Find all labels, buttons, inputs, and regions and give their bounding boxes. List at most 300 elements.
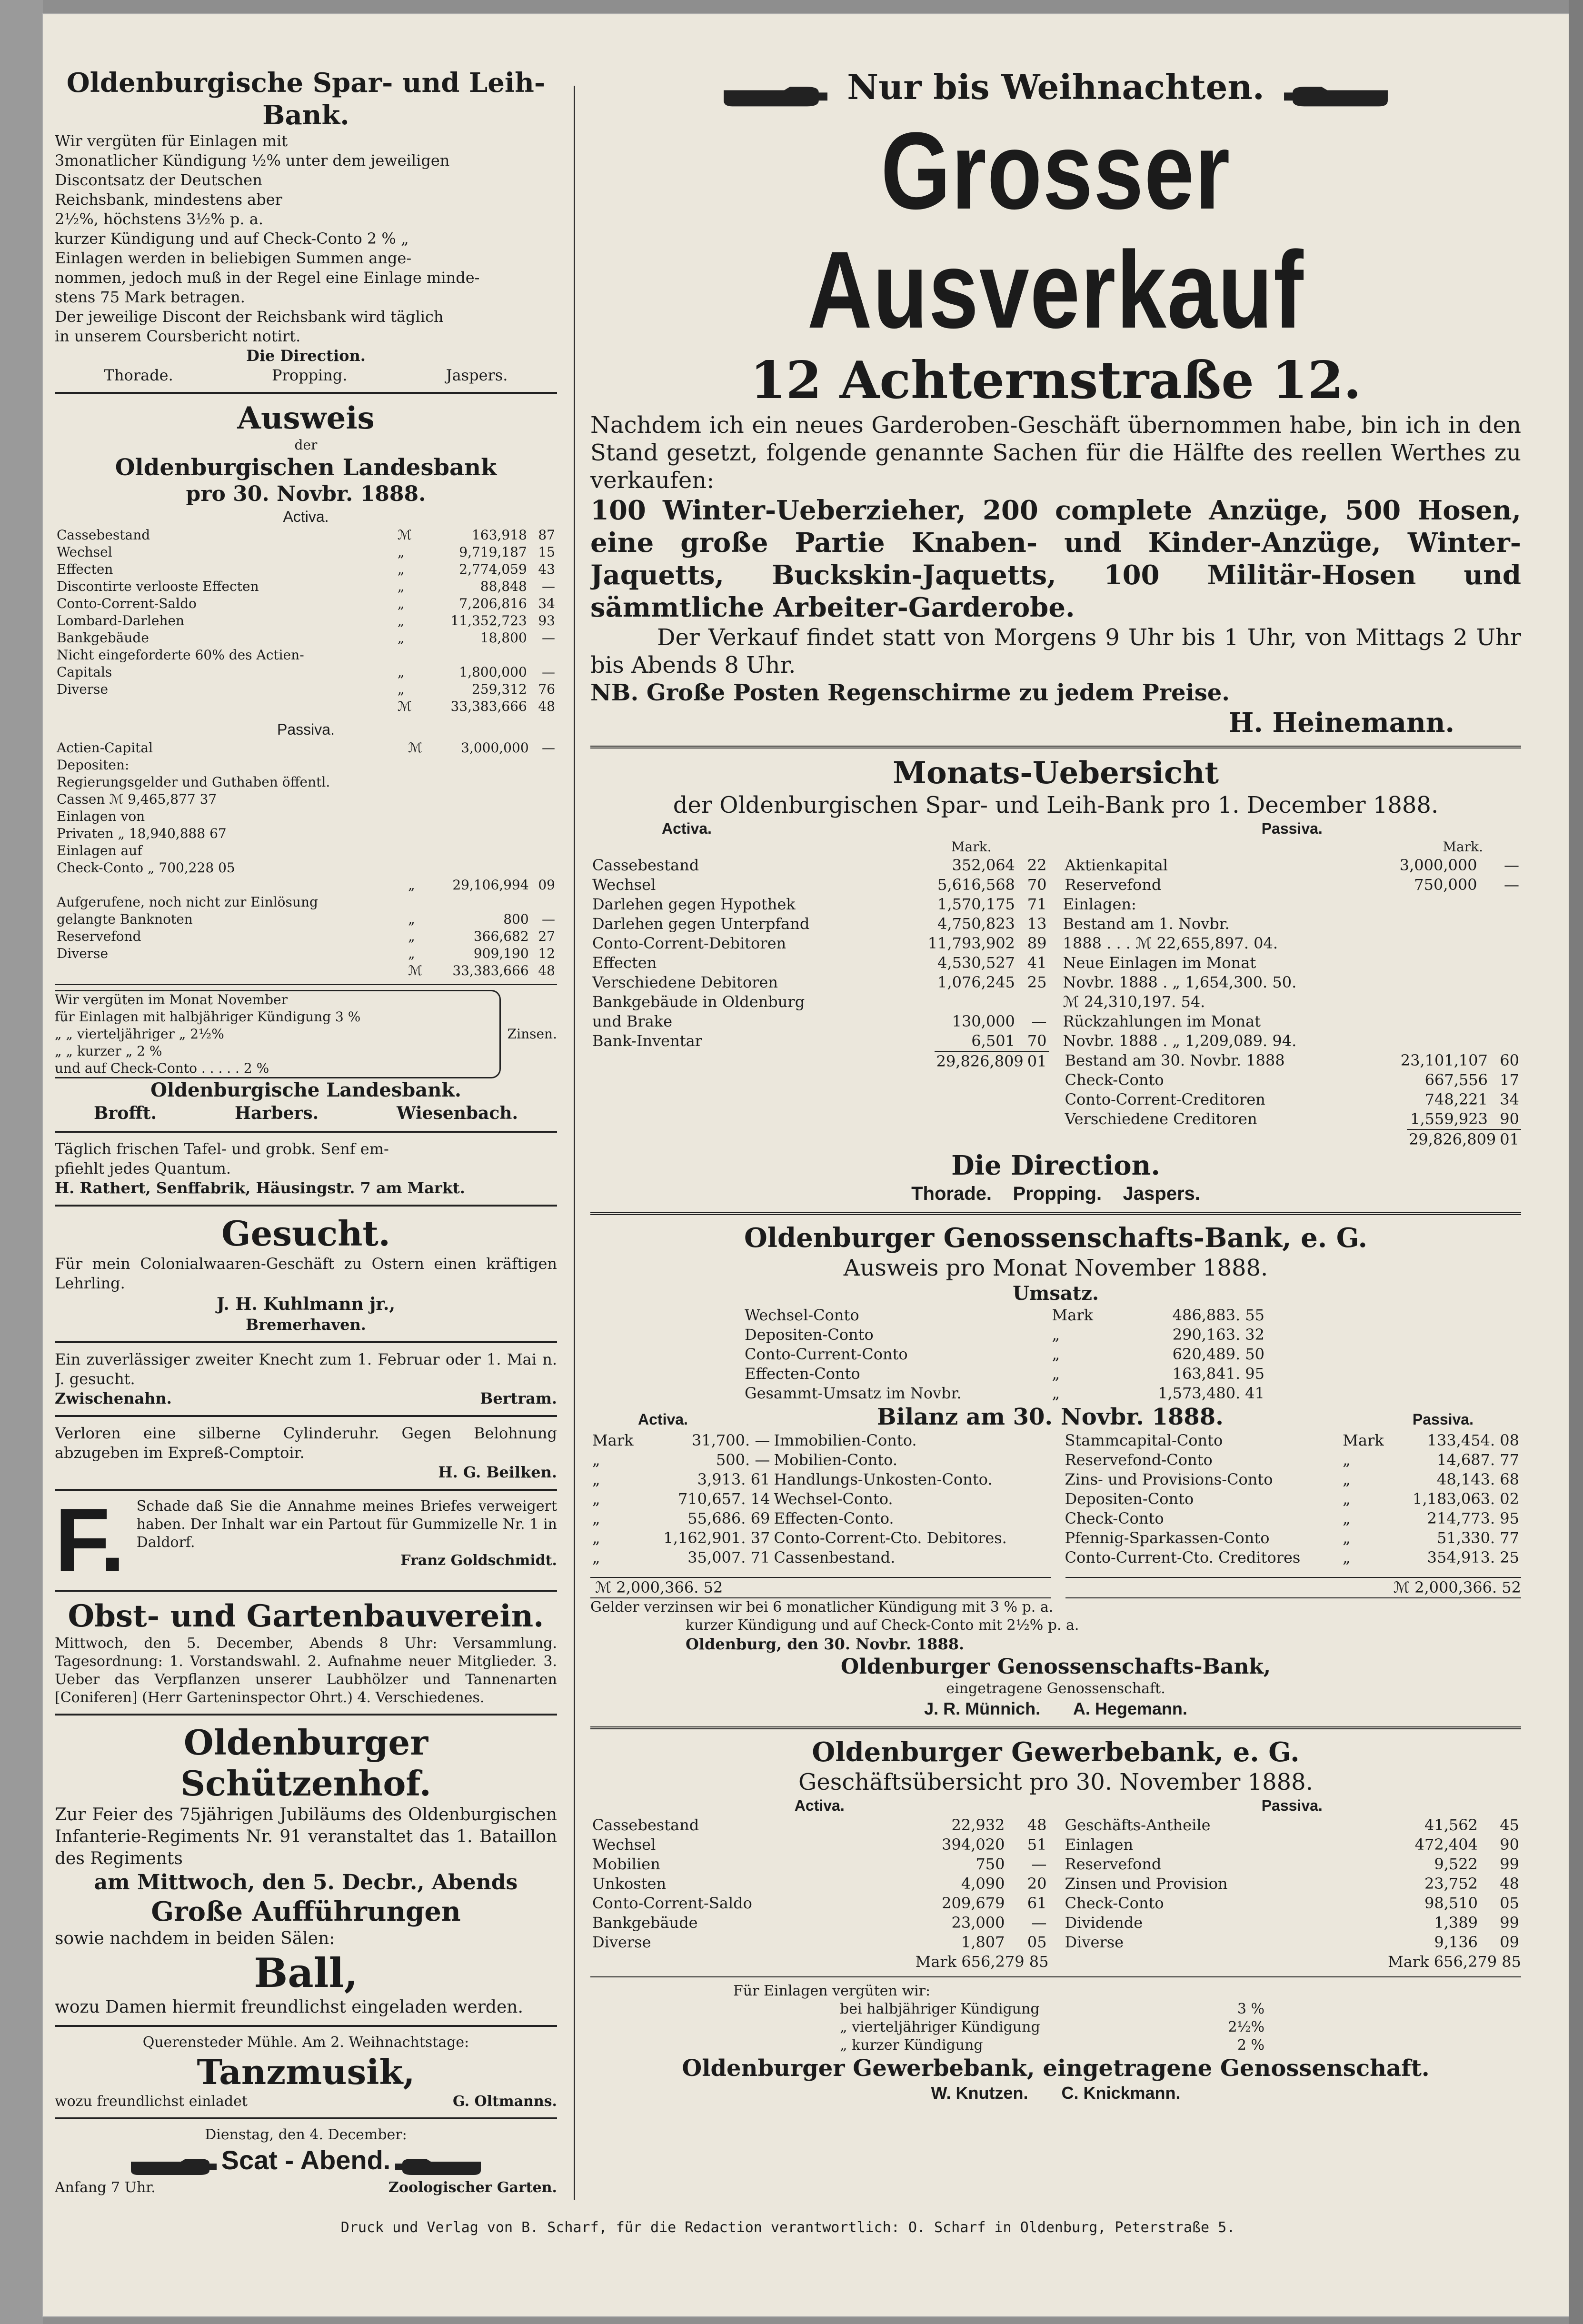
ausverkauf-nb: NB. Große Posten Regenschirme zu jedem Preise.	[590, 679, 1230, 706]
table-cell: Diverse	[592, 1933, 651, 1951]
table-cell: Wechsel-Conto.	[774, 1489, 893, 1508]
table-cell: Zins- und Provisions-Conto	[1065, 1470, 1273, 1488]
table-cell	[420, 647, 528, 664]
table-cell	[406, 791, 429, 808]
table-cell: „	[397, 579, 405, 594]
table-cell: 3,000,000	[1399, 856, 1477, 874]
zins-line: und auf Check-Conto . . . . . 2 %	[55, 1060, 269, 1076]
table-cell: 89	[1027, 934, 1047, 952]
spar-bank-ad	[55, 67, 557, 385]
table-row	[1063, 1431, 1522, 1450]
spar-bank-title: Oldenburgische Spar- und Leih-Bank.	[66, 67, 546, 131]
passiva-total: Mark 656,279 85	[1388, 1952, 1521, 1971]
knecht-text: Ein zuverlässiger zweiter Knecht zum 1. Februar oder 1. Mai n. J. gesucht.	[55, 1350, 557, 1388]
table-cell: 51,330. 77	[1436, 1528, 1519, 1547]
table-cell: 98,510	[1424, 1894, 1478, 1912]
passiva-label: Passiva.	[1412, 1410, 1473, 1428]
table-cell: 15	[538, 544, 555, 560]
schuetzenhof-ad	[55, 1722, 557, 2018]
monats-passiva-top	[1063, 856, 1522, 895]
table-cell: 352,064	[952, 856, 1015, 874]
table-cell: 11,352,723	[450, 613, 527, 628]
column-divider	[574, 86, 575, 2200]
table-cell: „	[397, 561, 405, 577]
table-cell: gelangte Banknoten	[57, 911, 193, 927]
table-cell: Gesammt-Umsatz im Novbr.	[745, 1384, 962, 1402]
spar-line: Discontsatz der Deutschen	[55, 171, 262, 189]
table-cell: 87	[538, 527, 555, 543]
spar-line: Reichsbank, mindestens aber	[55, 190, 282, 209]
table-row	[55, 595, 557, 612]
table-cell: 1,559,923	[1410, 1109, 1488, 1128]
table-row	[590, 1548, 1049, 1567]
table-cell: 51	[1027, 1835, 1047, 1854]
table-row	[55, 664, 557, 681]
table-cell: Depositen-Conto	[745, 1325, 874, 1344]
table-cell: 2½%	[1228, 2018, 1264, 2035]
table-cell: 23,000	[951, 1913, 1005, 1932]
obst-title: Obst- und Gartenbauverein.	[68, 1598, 544, 1634]
table-cell: „	[408, 911, 415, 927]
table-cell	[1017, 992, 1049, 1012]
table-cell	[531, 774, 557, 791]
name: Propping.	[1013, 1183, 1102, 1204]
table-cell: Cassebestand	[57, 527, 150, 543]
table-cell: 05	[1500, 1894, 1519, 1912]
monats-activa	[590, 819, 1049, 1149]
table-cell: „	[1052, 1384, 1060, 1402]
genossen-zins-1: Gelder verzinsen wir bei 6 monatlicher Kündigung mit 3 % p. a.	[590, 1598, 1054, 1616]
table-row	[590, 1431, 1049, 1450]
table-cell: Bankgebäude	[57, 630, 149, 646]
tanz-ad	[55, 2034, 557, 2111]
table-row	[590, 895, 1049, 914]
table-cell: ℳ	[397, 698, 412, 714]
table-cell: 1,076,245	[937, 973, 1015, 991]
table-row	[55, 698, 557, 715]
spar-line: nommen, jedoch muß in der Regel eine Einlage minde-	[55, 269, 480, 287]
pointing-hand-right-icon	[129, 2156, 219, 2179]
table-cell: „	[397, 544, 405, 560]
table-row	[1063, 1874, 1522, 1894]
table-cell: 4,530,527	[937, 953, 1015, 972]
table-cell	[429, 757, 530, 774]
spar-line: Der jeweilige Discont der Reichsbank wird täglich	[55, 308, 444, 326]
genossen-place: Oldenburg, den 30. Novbr. 1888.	[686, 1635, 965, 1653]
table-cell: 1,807	[961, 1933, 1005, 1951]
table-cell: 9,719,187	[459, 544, 527, 560]
table-cell: Check-Conto „ 700,228 05	[57, 860, 235, 876]
table-cell	[531, 757, 557, 774]
table-cell	[55, 698, 396, 715]
table-cell: „	[397, 664, 405, 680]
table-cell: Unkosten	[592, 1874, 667, 1893]
table-cell: 130,000	[952, 1012, 1015, 1030]
table-cell: Bank-Inventar	[592, 1031, 702, 1050]
spar-line: in unserem Coursbericht notirt.	[55, 327, 301, 345]
table-cell	[55, 877, 406, 894]
table-cell: Reservefond-Conto	[1065, 1450, 1213, 1469]
table-cell: Verschiedene Debitoren	[592, 973, 778, 991]
table-cell: 09	[1500, 1933, 1519, 1951]
monats-sub: der Oldenburgischen Spar- und Leih-Bank pro 1. December 1888.	[673, 791, 1439, 818]
ausverkauf-top-row	[590, 67, 1521, 111]
brief-ad	[55, 1497, 557, 1583]
table-cell: 25	[1027, 973, 1047, 991]
schuetzenhof-text: Zur Feier des 75jährigen Jubiläums des Oldenburgischen Infanterie-Regiments Nr. 91 veranstaltet das 1. Bataillon des Regiments	[55, 1805, 557, 1868]
table-cell: 9,136	[1434, 1933, 1478, 1951]
monats-title: Monats-Uebersicht	[893, 755, 1219, 791]
table-cell: 23,752	[1424, 1874, 1478, 1893]
table-cell: Conto-Current-Cto. Creditores	[1065, 1548, 1301, 1566]
table-cell: 209,679	[942, 1894, 1005, 1912]
table-cell: 4,750,823	[937, 914, 1015, 933]
scat-head: Dienstag, den 4. December:	[205, 2126, 407, 2143]
brief-text: Schade daß Sie die Annahme meines Briefes verweigert haben. Der Inhalt war ein Partout für Gummizelle Nr. 1 in Daldorf.	[136, 1498, 557, 1551]
monats-uebersicht	[590, 755, 1521, 1206]
spar-bank-text	[55, 131, 557, 346]
table-cell: 55,686. 69	[687, 1509, 770, 1527]
table-cell: 5,616,568	[937, 875, 1015, 894]
ausweis-bank: Oldenburgischen Landesbank	[115, 454, 497, 481]
table-cell	[429, 842, 530, 859]
table-cell	[429, 774, 530, 791]
imprint-footer: Druck und Verlag von B. Scharf, für die Redaction verantwortlich: O. Scharf in Oldenburg, Peterstraße 5.	[340, 2219, 1235, 2236]
table-cell: 486,883. 55	[1172, 1306, 1264, 1324]
ausverkauf-ad	[590, 67, 1521, 739]
scat-right: Zoologischer Garten.	[388, 2179, 557, 2196]
table-cell: Cassenbestand.	[774, 1548, 896, 1566]
table-cell: Effecten-Conto.	[774, 1509, 894, 1527]
table-cell: Reservefond	[1065, 875, 1162, 894]
knecht-ad	[55, 1350, 557, 1408]
table-row	[838, 2018, 1266, 2036]
table-row	[55, 612, 557, 629]
table-cell: 09	[538, 877, 555, 893]
table-cell: 41,562	[1424, 1815, 1478, 1834]
passiva-total: ℳ 2,000,366. 52	[1065, 1577, 1522, 1598]
table-cell: „	[1343, 1528, 1351, 1547]
table-cell: „ kurzer Kündigung	[840, 2036, 983, 2054]
table-row	[590, 1894, 1049, 1913]
table-cell: Darlehen gegen Hypothek	[592, 895, 796, 913]
big-letter-f: F.	[55, 1497, 125, 1583]
table-cell: Reservefond	[1065, 1855, 1162, 1873]
table-cell: Lombard-Darlehen	[57, 613, 185, 628]
table-cell: 12	[538, 946, 555, 961]
table-cell: 163,841. 95	[1172, 1364, 1264, 1383]
gewerbe-zins-head: Für Einlagen vergüten wir:	[733, 1982, 931, 1999]
scat-title-row	[55, 2144, 557, 2179]
table-cell: 41	[1027, 953, 1047, 972]
spar-line: Wir vergüten für Einlagen mit	[55, 132, 288, 150]
schuetzenhof-date: am Mittwoch, den 5. Decbr., Abends	[94, 1870, 518, 1895]
knecht-name: Bertram.	[480, 1389, 557, 1407]
table-cell: Check-Conto	[1065, 1894, 1164, 1912]
table-cell: —	[1031, 1012, 1047, 1030]
monats-passiva-total	[1063, 1129, 1522, 1149]
table-row	[1063, 1913, 1522, 1933]
genossen-eg: eingetragene Genossenschaft.	[946, 1680, 1165, 1697]
uhr-text: Verloren eine silberne Cylinderuhr. Gegen Belohnung abzugeben im Expreß-Comptoir.	[55, 1424, 557, 1462]
table-row	[1063, 1835, 1522, 1855]
table-cell: 48	[1500, 1874, 1519, 1893]
genossen-bank: Oldenburger Genossenschafts-Bank,	[840, 1654, 1271, 1679]
bilanz-tables	[590, 1431, 1521, 1567]
table-cell: 33,383,666	[452, 963, 529, 978]
obst-text: Mittwoch, den 5. December, Abends 8 Uhr: Versammlung. Tagesordnung: 1. Vorstandswahl. 2. Aufnahme neuer Mitglieder. 3. Ueber das Verpflanzen unserer Laubhölzer und Tannenarten [Coniferen] (Herr Garteninspector Ohrt.) 4. Verschiedenes.	[55, 1635, 557, 1706]
table-cell: 3 %	[1237, 2000, 1264, 2017]
left-column	[55, 67, 557, 2243]
name: C. Knickmann.	[1061, 2083, 1181, 2103]
activa-label: Activa.	[662, 819, 712, 837]
table-cell: Conto-Corrent-Saldo	[57, 596, 197, 611]
ausweis-date: pro 30. Novbr. 1888.	[186, 482, 426, 506]
tanz-footer	[55, 2093, 557, 2111]
genossenschafts-bank	[590, 1222, 1521, 1720]
table-cell: Effecten-Conto	[745, 1364, 860, 1383]
passiva-label: Passiva.	[1261, 1796, 1323, 1814]
tanz-head: Querensteder Mühle. Am 2. Weihnachtstage:	[142, 2034, 469, 2051]
table-cell: Effecten	[57, 561, 113, 577]
table-cell: 500. —	[716, 1450, 770, 1469]
table-cell: Aktienkapital	[1065, 856, 1168, 874]
bilanz-totals	[590, 1577, 1521, 1598]
gewerbebank	[590, 1736, 1521, 2104]
table-cell: Discontirte verlooste Effecten	[57, 579, 259, 594]
table-cell: 909,190	[473, 946, 529, 961]
table-cell: 33,383,666	[450, 698, 527, 714]
right-column	[590, 67, 1521, 2243]
table-cell: —	[1504, 875, 1519, 894]
table-cell: 3,913. 61	[697, 1470, 770, 1488]
table-cell: Mark	[1343, 1431, 1384, 1449]
ausverkauf-sign: H. Heinemann.	[1228, 707, 1454, 738]
monats-sign: Die Direction.	[951, 1149, 1160, 1181]
spar-line: 3monatlicher Kündigung ½% unter dem jeweiligen	[55, 151, 450, 170]
table-row	[55, 629, 557, 647]
table-row	[55, 928, 557, 945]
name: Propping.	[271, 366, 348, 384]
table-cell: 620,489. 50	[1172, 1345, 1264, 1363]
table-row	[590, 934, 1049, 953]
table-cell: 13	[1027, 914, 1047, 933]
total: 29,826,809	[935, 1051, 1025, 1071]
table-cell: Diverse	[1065, 1933, 1124, 1951]
table-cell: Privaten „ 18,940,888 67	[57, 826, 227, 841]
gesucht-place: Bremerhaven.	[246, 1316, 366, 1334]
table-cell: 90	[1500, 1835, 1519, 1854]
table-cell: Zinsen und Provision	[1065, 1874, 1228, 1893]
table-cell: 259,312	[471, 681, 527, 697]
table-cell: 1,162,901. 37	[663, 1528, 770, 1547]
table-cell: Mark	[1052, 1306, 1093, 1324]
table-row	[838, 2000, 1266, 2018]
table-cell: Depositen-Conto	[1065, 1489, 1194, 1508]
table-row	[1063, 1470, 1522, 1489]
gewerbe-sign: Oldenburger Gewerbebank, eingetragene Genossenschaft.	[682, 2055, 1430, 2082]
activa-label: Activa.	[283, 508, 329, 525]
ausverkauf-text2: Der Verkauf findet statt von Morgens 9 Uhr bis 1 Uhr, von Mittags 2 Uhr bis Abends 8 Uhr.	[590, 624, 1521, 678]
table-cell: 48	[538, 698, 555, 714]
einlagen-line: Neue Einlagen im Monat	[1063, 953, 1256, 972]
gewerbe-passiva-table	[1063, 1815, 1522, 1952]
table-row	[1063, 1450, 1522, 1470]
table-cell: 1,573,480. 41	[1158, 1384, 1264, 1402]
table-cell: „	[592, 1470, 600, 1488]
table-cell	[531, 791, 557, 808]
monats-tables	[590, 819, 1521, 1149]
table-row	[55, 945, 557, 962]
table-cell	[406, 859, 429, 877]
gewerbe-totals	[590, 1952, 1521, 1972]
table-cell: Wechsel-Conto	[745, 1306, 859, 1324]
table-row	[55, 774, 557, 791]
genossen-zins-2: kurzer Kündigung und auf Check-Conto mit 2½% p. a.	[686, 1616, 1079, 1634]
table-cell: 214,773. 95	[1427, 1509, 1519, 1527]
schuetzenhof-end: wozu Damen hiermit freundlichst eingeladen werden.	[55, 1997, 523, 2017]
table-cell: 2,774,059	[459, 561, 527, 577]
gesucht-text: Für mein Colonialwaaren-Geschäft zu Ostern einen kräftigen Lehrling.	[55, 1255, 557, 1292]
spar-line: 2½%, höchstens 3½% p. a.	[55, 210, 263, 228]
table-cell: 27	[538, 928, 555, 944]
table-cell: 14,687. 77	[1436, 1450, 1519, 1469]
einlagen-line: Einlagen:	[1063, 895, 1136, 913]
table-cell: 354,913. 25	[1427, 1548, 1519, 1566]
table-cell: 70	[1027, 1031, 1047, 1050]
table-row	[743, 1325, 1266, 1345]
table-cell: 76	[538, 681, 555, 697]
table-row	[1063, 856, 1522, 875]
table-cell: 71	[1027, 895, 1047, 913]
table-cell: Conto-Corrent-Creditoren	[1065, 1090, 1265, 1108]
table-row	[590, 1855, 1049, 1874]
table-row	[55, 527, 557, 544]
table-cell: 34	[538, 596, 555, 611]
senf-ad	[55, 1139, 557, 1198]
table-cell: „	[397, 596, 405, 611]
pointing-hand-left-icon	[1281, 83, 1391, 111]
table-cell: Mobilien-Conto.	[774, 1450, 897, 1469]
table-cell: 163,918	[471, 527, 527, 543]
table-row	[743, 1384, 1266, 1403]
table-cell: Mobilien	[592, 1855, 660, 1873]
name: Jaspers.	[1123, 1183, 1200, 1204]
table-cell: Mark	[592, 1431, 634, 1449]
table-cell: ℳ	[408, 740, 423, 756]
table-cell	[531, 894, 557, 911]
gesucht-title: Gesucht.	[221, 1213, 390, 1254]
table-cell: Handlungs-Unkosten-Conto.	[774, 1470, 993, 1488]
ausweis-zins	[55, 990, 557, 1078]
table-cell: Bankgebäude in Oldenburg	[592, 992, 805, 1011]
gesucht-name: J. H. Kuhlmann jr.,	[217, 1294, 395, 1314]
gewerbe-activa-table	[590, 1815, 1049, 1952]
table-cell	[55, 962, 406, 979]
table-row	[1063, 875, 1522, 895]
scat-ad	[55, 2126, 557, 2197]
table-cell: Bankgebäude	[592, 1913, 698, 1932]
table-cell: und Brake	[592, 1012, 673, 1030]
table-row	[1063, 1489, 1522, 1509]
tanz-title: Tanzmusik,	[197, 2052, 415, 2092]
genossen-names	[590, 1698, 1521, 1720]
table-row	[55, 739, 557, 757]
table-cell: —	[542, 630, 555, 646]
brief-name: Franz Goldschmidt.	[400, 1552, 557, 1569]
monats-passiva-einlagen	[1063, 895, 1522, 1051]
zins-line: „ „ vierteljähriger „ 2½%	[55, 1026, 224, 1042]
table-row	[590, 1489, 1049, 1509]
zins-line: Wir vergüten im Monat November	[55, 992, 288, 1007]
gewerbe-names	[590, 2082, 1521, 2104]
table-cell: ℳ	[397, 527, 412, 543]
table-cell: Actien-Capital	[57, 740, 153, 756]
table-row	[55, 578, 557, 595]
gewerbe-title: Oldenburger Gewerbebank, e. G.	[812, 1736, 1300, 1768]
table-cell: 60	[1500, 1051, 1519, 1069]
table-cell: „	[592, 1528, 600, 1547]
table-cell: Cassen ℳ 9,465,877 37	[57, 791, 217, 807]
table-cell: Stammcapital-Conto	[1065, 1431, 1223, 1449]
table-cell: 18,800	[480, 630, 527, 646]
table-row	[590, 1815, 1049, 1835]
table-cell: —	[542, 911, 555, 927]
table-row	[55, 561, 557, 578]
table-row	[55, 859, 557, 877]
table-cell	[396, 647, 420, 664]
table-cell: 05	[1027, 1933, 1047, 1951]
table-cell: Check-Conto	[1065, 1509, 1164, 1527]
table-row	[590, 914, 1049, 934]
name: A. Hegemann.	[1073, 1698, 1187, 1718]
ausweis-passiva-table	[55, 739, 557, 979]
table-cell: Check-Conto	[1065, 1070, 1164, 1089]
pointing-hand-right-icon	[721, 83, 830, 111]
ausverkauf-address: 12 Achternstraße 12.	[750, 350, 1362, 410]
zins-line: „ „ kurzer „ 2 %	[55, 1043, 162, 1059]
table-cell: 45	[1500, 1815, 1519, 1834]
table-cell	[531, 842, 557, 859]
table-row	[1063, 1815, 1522, 1835]
table-cell: Geschäfts-Antheile	[1065, 1815, 1211, 1834]
table-row	[590, 1470, 1049, 1489]
monats-activa-total	[590, 1051, 1049, 1071]
table-cell: 99	[1500, 1855, 1519, 1873]
table-cell: Einlagen von	[57, 808, 145, 824]
table-cell	[429, 808, 530, 825]
tanz-left: wozu freundlichst einladet	[55, 2093, 248, 2110]
table-cell: 22	[1027, 856, 1047, 874]
total: 29,826,809	[1407, 1129, 1498, 1149]
table-cell: „	[1343, 1470, 1351, 1488]
senf-line: pfiehlt jedes Quantum.	[55, 1159, 231, 1177]
table-row	[838, 2036, 1266, 2055]
table-row	[590, 1012, 1049, 1031]
table-row	[55, 877, 557, 894]
table-cell: „	[397, 613, 405, 628]
einlagen-line: Novbr. 1888 . „ 1,209,089. 94.	[1063, 1031, 1297, 1050]
pointing-hand-left-icon	[393, 2156, 483, 2179]
table-cell: Einlagen	[1065, 1835, 1134, 1854]
table-cell: 800	[503, 911, 529, 927]
table-cell: 1,389	[1434, 1913, 1478, 1932]
ausverkauf-text1: Nachdem ich ein neues Garderoben-Geschäft übernommen habe, bin ich in den Stand gesetzt, folgende genannte Sachen für die Hälfte des reellen Werthes zu verkaufen:	[590, 411, 1521, 494]
schuetzenhof-title: Oldenburger Schützenhof.	[180, 1722, 431, 1804]
table-cell: Conto-Corrent-Saldo	[592, 1894, 752, 1912]
table-row	[1063, 1933, 1522, 1952]
name: Wiesenbach.	[397, 1103, 518, 1123]
